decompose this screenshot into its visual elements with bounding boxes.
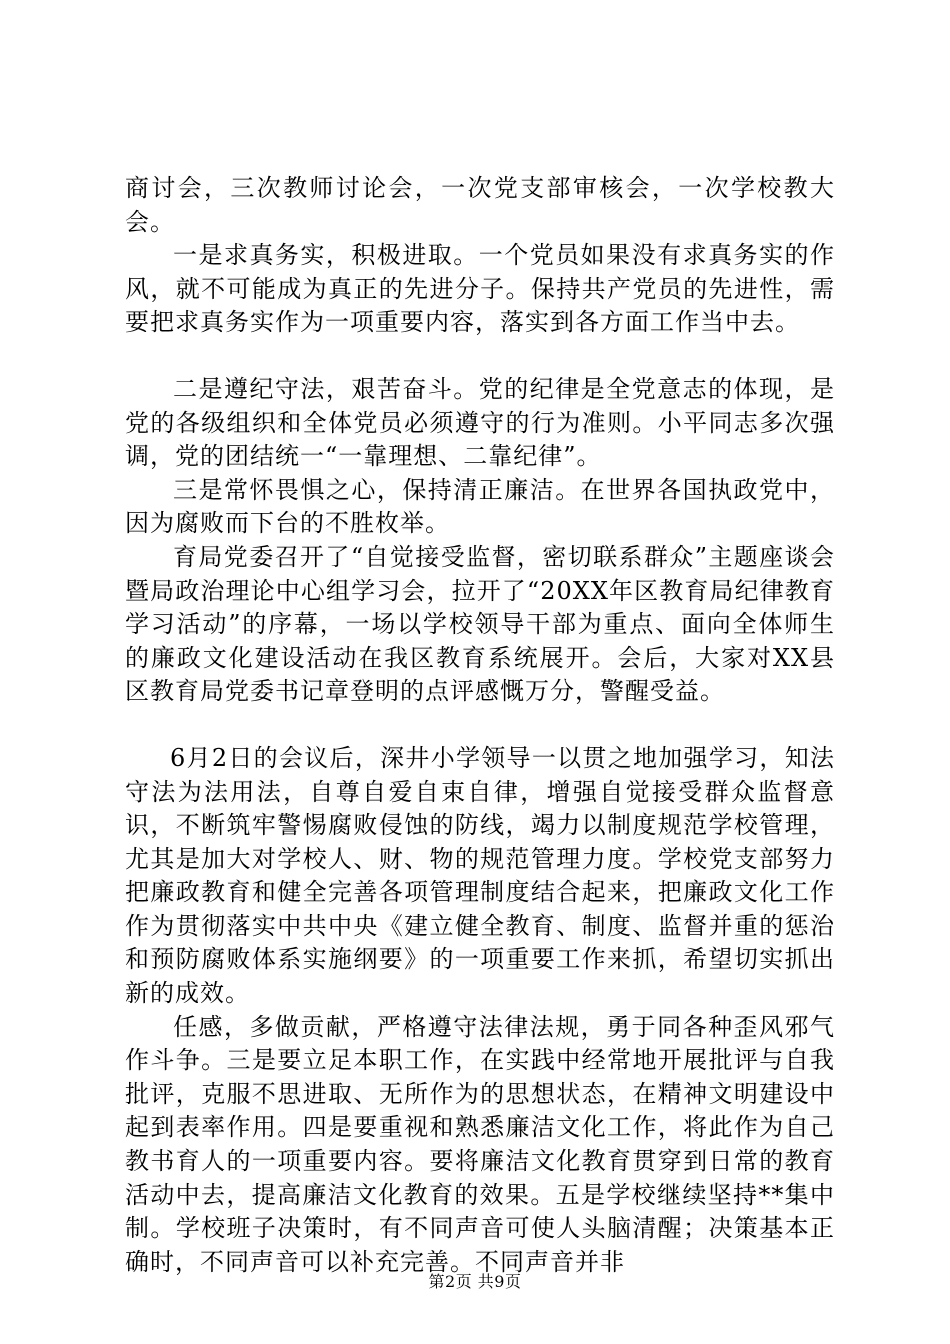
paragraph-7: 任感，多做贡献，严格遵守法律法规，勇于同各种歪风邪气作斗争。三是要立足本职工作，在实践中经常地开展批评与自我批评，克服不思进取、无所作为的思想状态，在精神文明建设中起到表率作用。四是要重视和熟悉廉洁文化工作，将此作为自己教书育人的一项重要内容。要将廉洁文化教育贯穿到日常的教育活动中去，提高廉洁文化教育的效果。五是学校继续坚持**集中制。学校班子决策时，有不同声音可使人头脑清醒；决策基本正确时，不同声音可以补充完善。不同声音并非	[125, 1012, 835, 1276]
paragraph-2: 一是求真务实，积极进取。一个党员如果没有求真务实的作风，就不可能成为真正的先进分子。保持共产党员的先进性，需要把求真务实作为一项重要内容，落实到各方面工作当中去。	[125, 241, 835, 337]
paragraph-spacer	[125, 709, 835, 742]
paragraph-4: 三是常怀畏惧之心，保持清正廉洁。在世界各国执政党中，因为腐败而下台的不胜枚举。	[125, 475, 835, 538]
document-body	[125, 172, 835, 1279]
paragraph-3: 二是遵纪守法，艰苦奋斗。党的纪律是全党意志的体现，是党的各级组织和全体党员必须遵守的行为准则。小平同志多次强调，党的团结统一“一靠理想、二靠纪律”。	[125, 374, 835, 471]
paragraph-1: 商讨会，三次教师讨论会，一次党支部审核会，一次学校教大会。	[125, 174, 835, 236]
paragraph-6: 6月2日的会议后，深井小学领导一以贯之地加强学习，知法守法为法用法，自尊自爱自束自律，增强自觉接受群众监督意识，不断筑牢警惕腐败侵蚀的防线，竭力以制度规范学校管理，尤其是加大对学校人、财、物的规范管理力度。学校党支部努力把廉政教育和健全完善各项管理制度结合起来，把廉政文化工作作为贯彻落实中共中央《建立健全教育、制度、监督并重的惩治和预防腐败体系实施纲要》的一项重要工作来抓，希望切实抓出新的成效。	[125, 743, 835, 1008]
paragraph-spacer	[125, 340, 835, 373]
page-footer: 第2页 共9页	[428, 1272, 522, 1291]
paragraph-5: 育局党委召开了“自觉接受监督，密切联系群众”主题座谈会暨局政治理论中心组学习会，拉开了“20XX年区教育局纪律教育学习活动”的序幕，一场以学校领导干部为重点、面向全体师生的廉政文化建设活动在我区教育系统展开。会后，大家对XX县区教育局党委书记章登明的点评感慨万分，警醒受益。	[125, 542, 835, 706]
